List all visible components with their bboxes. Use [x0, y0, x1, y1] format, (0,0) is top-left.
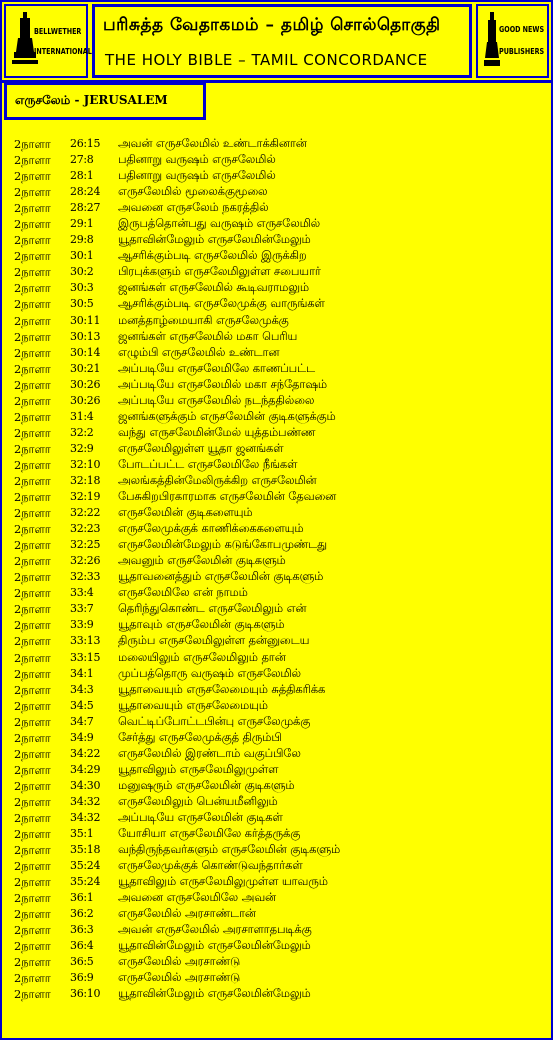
- entry-verse-text: இருபத்தொன்பது வருஷம் எருசலேமில்: [118, 217, 321, 231]
- concordance-entry: [14, 345, 544, 361]
- concordance-entry: [14, 666, 544, 682]
- concordance-entry: [14, 313, 544, 329]
- entry-book: 2நாளா: [14, 313, 51, 328]
- entry-reference: 32:23: [70, 522, 101, 536]
- entry-verse-text: எருசலேமின்மேலும் கடுங்கோபமுண்டது: [118, 538, 327, 552]
- entry-book: 2நாளா: [14, 217, 51, 232]
- entry-reference: 28:24: [70, 185, 101, 199]
- concordance-entry: [14, 970, 544, 986]
- entry-reference: 34:1: [70, 666, 94, 680]
- entry-book: 2நாளா: [14, 746, 51, 761]
- entry-reference: 28:1: [70, 169, 94, 183]
- entry-verse-text: யூதாவின்மேலும் எருசலேமின்மேலும்: [118, 939, 311, 953]
- entry-verse-text: அப்படியே எருசலேமின் குடிகள்: [118, 810, 283, 824]
- title-english: THE HOLY BIBLE – TAMIL CONCORDANCE: [105, 51, 428, 69]
- entry-verse-text: எருசலேமிலுள்ள யூதா ஜனங்கள்: [118, 441, 284, 455]
- entry-verse-text: அவனை எருசலேமிலே அவன்: [118, 891, 276, 905]
- entry-reference: 30:11: [70, 313, 101, 327]
- entry-reference: 34:30: [70, 778, 101, 792]
- entry-book: 2நாளா: [14, 393, 51, 408]
- entry-book: 2நாளா: [14, 538, 51, 553]
- concordance-entry: [14, 874, 544, 890]
- title-banner: [92, 4, 472, 78]
- entry-reference: 34:22: [70, 746, 101, 760]
- entry-verse-text: எருசலேமில் அரசாண்டு: [118, 971, 241, 985]
- entry-verse-text: பதினாறு வருஷம் எருசலேமில்: [118, 153, 276, 167]
- concordance-entry: [14, 842, 544, 858]
- entry-book: 2நாளா: [14, 875, 51, 890]
- concordance-entry: [14, 986, 544, 1002]
- concordance-entry: [14, 906, 544, 922]
- entry-reference: 34:29: [70, 762, 101, 776]
- bell-tower-icon: [12, 12, 38, 72]
- entry-reference: 30:21: [70, 361, 101, 375]
- entry-reference: 29:8: [70, 233, 94, 247]
- entry-book: 2நாளா: [14, 698, 51, 713]
- entry-verse-text: எருசலேமிலே என் நாமம்: [118, 586, 248, 600]
- entry-book: 2நாளா: [14, 827, 51, 842]
- entry-reference: 36:5: [70, 955, 94, 969]
- entry-verse-text: அப்படியே எருசலேமிலே காணப்பட்ட: [118, 361, 316, 375]
- concordance-entry: [14, 473, 544, 489]
- entry-reference: 32:2: [70, 425, 94, 439]
- concordance-entry: [14, 650, 544, 666]
- concordance-entry: [14, 778, 544, 794]
- entry-reference: 26:15: [70, 137, 101, 150]
- entry-reference: 35:18: [70, 843, 101, 857]
- entry-reference: 35:1: [70, 827, 94, 841]
- entry-verse-text: போடப்பட்ட எருசலேமிலே நீங்கள்: [118, 457, 298, 471]
- entry-book: 2நாளா: [14, 201, 51, 216]
- entry-reference: 36:1: [70, 891, 94, 905]
- concordance-entry: [14, 184, 544, 200]
- tower-icon: [484, 12, 500, 72]
- concordance-entry: [14, 377, 544, 393]
- entry-verse-text: யூதாவின்மேலும் எருசலேமின்மேலும்: [118, 233, 311, 247]
- entry-verse-text: பதினாறு வருஷம் எருசலேமில்: [118, 169, 276, 183]
- entry-verse-text: தெரிந்துகொண்ட எருசலேமிலும் என்: [118, 602, 307, 616]
- entry-book: 2நாளா: [14, 634, 51, 649]
- entry-reference: 36:10: [70, 987, 101, 1001]
- entry-verse-text: வந்து எருசலேமின்மேல் யுத்தம்பண்ண: [118, 425, 316, 439]
- concordance-entry: [14, 601, 544, 617]
- entry-verse-text: வந்திருந்தவர்களும் எருசலேமின் குடிகளும்: [118, 843, 341, 857]
- concordance-entry: [14, 441, 544, 457]
- entry-reference: 32:18: [70, 473, 101, 487]
- concordance-entry: [14, 280, 544, 296]
- entry-verse-text: எருசலேமுக்குக் கொண்டுவந்தார்கள்: [118, 859, 303, 873]
- entry-book: 2நாளா: [14, 506, 51, 521]
- entry-verse-text: மனுஷரும் எருசலேமின் குடிகளும்: [118, 778, 295, 792]
- entry-reference: 29:1: [70, 217, 94, 231]
- concordance-entry: [14, 232, 544, 248]
- concordance-entry: [14, 938, 544, 954]
- entry-reference: 35:24: [70, 859, 101, 873]
- concordance-entry: [14, 409, 544, 425]
- entry-verse-text: முப்பத்தொரு வருஷம் எருசலேமில்: [118, 666, 301, 680]
- entry-reference: 27:8: [70, 153, 94, 167]
- entry-book: 2நாளா: [14, 361, 51, 376]
- concordance-entry: [14, 200, 544, 216]
- concordance-entry: [14, 922, 544, 938]
- entry-reference: 32:22: [70, 506, 101, 520]
- concordance-entry: [14, 248, 544, 264]
- entry-book: 2நாளா: [14, 249, 51, 264]
- entry-book: 2நாளா: [14, 169, 51, 184]
- entry-reference: 35:24: [70, 875, 101, 889]
- concordance-entry: [14, 826, 544, 842]
- entry-verse-text: எருசலேமில் இரண்டாம் வகுப்பிலே: [118, 746, 301, 760]
- concordance-entry: [14, 329, 544, 345]
- entry-reference: 36:2: [70, 907, 94, 921]
- entry-verse-text: பிரபுக்களும் எருசலேமிலுள்ள சபையார்: [118, 265, 321, 279]
- entry-book: 2நாளா: [14, 185, 51, 200]
- entry-verse-text: ஆசரிக்கும்படி எருசலேமில் இருக்கிற: [118, 249, 307, 263]
- entry-book: 2நாளா: [14, 666, 51, 681]
- entry-book: 2நாளா: [14, 843, 51, 858]
- entry-book: 2நாளா: [14, 377, 51, 392]
- entry-reference: 36:3: [70, 923, 94, 937]
- concordance-list: [14, 136, 544, 1003]
- concordance-entry: [14, 682, 544, 698]
- entry-verse-text: மனத்தாழ்மையாகி எருசலேமுக்கு: [118, 313, 289, 327]
- concordance-entry: [14, 505, 544, 521]
- entry-book: 2நாளா: [14, 425, 51, 440]
- entry-verse-text: சேர்த்து எருசலேமுக்குத் திரும்பி: [118, 730, 282, 744]
- entry-reference: 30:14: [70, 345, 101, 359]
- entry-verse-text: யூதாவிலும் எருசலேமிலுமுள்ள யாவரும்: [118, 875, 328, 889]
- entry-verse-text: வெட்டிப்போட்டபின்பு எருசலேமுக்கு: [118, 714, 311, 728]
- entry-reference: 31:4: [70, 409, 94, 423]
- entry-verse-text: எருசலேமுக்குக் காணிக்கைகளையும்: [118, 522, 304, 536]
- headword-box: [4, 82, 206, 120]
- entry-verse-text: யோசியா எருசலேமிலே கர்த்தருக்கு: [118, 827, 301, 841]
- entry-reference: 32:19: [70, 490, 101, 504]
- entry-reference: 34:3: [70, 682, 94, 696]
- entry-verse-text: எருசலேமில் அரசாண்டு: [118, 955, 241, 969]
- logo-left-line1: BELLWETHER: [34, 27, 82, 36]
- entry-book: 2நாளா: [14, 153, 51, 168]
- entry-verse-text: ஜனங்களுக்கும் எருசலேமின் குடிகளுக்கும்: [118, 409, 336, 423]
- entry-book: 2நாளா: [14, 554, 51, 569]
- entry-reference: 32:9: [70, 441, 94, 455]
- entry-book: 2நாளா: [14, 923, 51, 938]
- concordance-entry: [14, 553, 544, 569]
- concordance-entry: [14, 152, 544, 168]
- entry-reference: 32:26: [70, 554, 101, 568]
- good-news-logo: [476, 4, 549, 78]
- entry-verse-text: அவன் எருசலேமில் அரசாளாதபடிக்கு: [118, 923, 312, 937]
- entry-reference: 30:26: [70, 393, 101, 407]
- entry-book: 2நாளா: [14, 955, 51, 970]
- title-tamil: பரிசுத்த வேதாகமம் – தமிழ் சொல்தொகுதி: [103, 15, 441, 35]
- entry-reference: 30:26: [70, 377, 101, 391]
- entry-book: 2நாளா: [14, 810, 51, 825]
- entry-book: 2நாளா: [14, 714, 51, 729]
- concordance-entry: [14, 746, 544, 762]
- entry-reference: 33:15: [70, 650, 101, 664]
- concordance-entry: [14, 537, 544, 553]
- entry-reference: 34:7: [70, 714, 94, 728]
- entry-book: 2நாளா: [14, 650, 51, 665]
- entry-book: 2நாளா: [14, 409, 51, 424]
- entry-verse-text: அவன் எருசலேமில் உண்டாக்கினான்: [118, 137, 307, 150]
- entry-reference: 30:2: [70, 265, 94, 279]
- entry-reference: 34:32: [70, 794, 101, 808]
- entry-book: 2நாளா: [14, 441, 51, 456]
- concordance-entry: [14, 585, 544, 601]
- entry-reference: 32:33: [70, 570, 101, 584]
- entry-reference: 34:32: [70, 810, 101, 824]
- concordance-entry: [14, 521, 544, 537]
- entry-reference: 33:9: [70, 618, 94, 632]
- entry-book: 2நாளா: [14, 682, 51, 697]
- entry-verse-text: அலங்கத்தின்மேலிருக்கிற எருசலேமின்: [118, 473, 317, 487]
- concordance-entry: [14, 457, 544, 473]
- concordance-entry: [14, 858, 544, 874]
- entry-verse-text: யூதாவையும் எருசலேமையும்: [118, 698, 268, 712]
- entry-book: 2நாளா: [14, 971, 51, 986]
- entry-book: 2நாளா: [14, 329, 51, 344]
- entry-book: 2நாளா: [14, 137, 51, 151]
- entry-verse-text: அப்படியே எருசலேமில் நடந்ததில்லை: [118, 393, 315, 407]
- entry-book: 2நாளா: [14, 891, 51, 906]
- entry-verse-text: யூதாவனைத்தும் எருசலேமின் குடிகளும்: [118, 570, 324, 584]
- entry-verse-text: ஜனங்கள் எருசலேமில் கூடிவராமலும்: [118, 281, 309, 295]
- entry-verse-text: அவனும் எருசலேமின் குடிகளும்: [118, 554, 286, 568]
- entry-reference: 33:13: [70, 634, 101, 648]
- entry-reference: 28:27: [70, 201, 101, 215]
- entry-reference: 33:7: [70, 602, 94, 616]
- concordance-entry: [14, 810, 544, 826]
- concordance-entry: [14, 136, 544, 152]
- entry-book: 2நாளா: [14, 602, 51, 617]
- concordance-entry: [14, 794, 544, 810]
- concordance-entry: [14, 633, 544, 649]
- entry-book: 2நாளா: [14, 522, 51, 537]
- concordance-page: [2, 2, 551, 1038]
- entry-book: 2நாளா: [14, 939, 51, 954]
- logo-right-line1: GOOD NEWS: [499, 25, 545, 34]
- entry-verse-text: எழும்பி எருசலேமில் உண்டான: [118, 345, 280, 359]
- entry-reference: 30:1: [70, 249, 94, 263]
- entry-verse-text: பேசுகிறபிரகாரமாக எருசலேமின் தேவனை: [118, 490, 337, 504]
- concordance-entry: [14, 393, 544, 409]
- entry-book: 2நாளா: [14, 794, 51, 809]
- logo-right-line2: PUBLISHERS: [499, 47, 545, 56]
- concordance-entry: [14, 489, 544, 505]
- concordance-entry: [14, 730, 544, 746]
- entry-book: 2நாளா: [14, 457, 51, 472]
- entry-book: 2நாளா: [14, 730, 51, 745]
- entry-reference: 34:9: [70, 730, 94, 744]
- concordance-entry: [14, 714, 544, 730]
- concordance-entry: [14, 168, 544, 184]
- entry-verse-text: ஜனங்கள் எருசலேமில் மகா பெரிய: [118, 329, 298, 343]
- entry-book: 2நாளா: [14, 473, 51, 488]
- concordance-entry: [14, 617, 544, 633]
- entry-book: 2நாளா: [14, 490, 51, 505]
- entry-book: 2நாளா: [14, 618, 51, 633]
- bellwether-logo: [4, 4, 92, 78]
- entry-verse-text: ஆசரிக்கும்படி எருசலேமுக்கு வாருங்கள்: [118, 297, 325, 311]
- entry-book: 2நாளா: [14, 570, 51, 585]
- headword: எருசலேம் - JERUSALEM: [15, 93, 168, 107]
- entry-reference: 32:10: [70, 457, 101, 471]
- logo-left-line2: INTERNATIONAL: [34, 47, 92, 56]
- concordance-entry: [14, 264, 544, 280]
- entry-reference: 33:4: [70, 586, 94, 600]
- entry-book: 2நாளா: [14, 297, 51, 312]
- concordance-entry: [14, 954, 544, 970]
- entry-book: 2நாளா: [14, 987, 51, 1002]
- entry-book: 2நாளா: [14, 233, 51, 248]
- entry-verse-text: எருசலேமிலும் பென்யமீனிலும்: [118, 794, 278, 808]
- concordance-entry: [14, 425, 544, 441]
- entry-verse-text: எருசலேமில் அரசாண்டான்: [118, 907, 256, 921]
- entry-book: 2நாளா: [14, 265, 51, 280]
- entry-verse-text: மலையிலும் எருசலேமிலும் தான்: [118, 650, 286, 664]
- entry-verse-text: எருசலேமில் மூலைக்குமூலை: [118, 185, 268, 199]
- concordance-entry: [14, 698, 544, 714]
- concordance-entry: [14, 569, 544, 585]
- entry-book: 2நாளா: [14, 859, 51, 874]
- entry-book: 2நாளா: [14, 778, 51, 793]
- entry-reference: 34:5: [70, 698, 94, 712]
- entry-book: 2நாளா: [14, 345, 51, 360]
- entry-reference: 36:9: [70, 971, 94, 985]
- concordance-entry: [14, 762, 544, 778]
- entry-verse-text: யூதாவிலும் எருசலேமிலுமுள்ள: [118, 762, 279, 776]
- entry-reference: 30:13: [70, 329, 101, 343]
- entry-book: 2நாளா: [14, 586, 51, 601]
- entry-book: 2நாளா: [14, 907, 51, 922]
- entry-reference: 32:25: [70, 538, 101, 552]
- entry-verse-text: யூதாவும் எருசலேமின் குடிகளும்: [118, 618, 285, 632]
- entry-reference: 30:5: [70, 297, 94, 311]
- entry-book: 2நாளா: [14, 281, 51, 296]
- concordance-entry: [14, 361, 544, 377]
- entry-reference: 36:4: [70, 939, 94, 953]
- entry-reference: 30:3: [70, 281, 94, 295]
- concordance-entry: [14, 216, 544, 232]
- entry-verse-text: யூதாவையும் எருசலேமையும் சுத்திகரிக்க: [118, 682, 326, 696]
- entry-book: 2நாளா: [14, 762, 51, 777]
- concordance-entry: [14, 890, 544, 906]
- entry-verse-text: அவனை எருசலேம் நகரத்தில்: [118, 201, 269, 215]
- entry-verse-text: எருசலேமின் குடிகளையும்: [118, 506, 253, 520]
- entry-verse-text: திரும்ப எருசலேமிலுள்ள தன்னுடைய: [118, 634, 310, 648]
- concordance-entry: [14, 296, 544, 312]
- entry-verse-text: யூதாவின்மேலும் எருசலேமின்மேலும்: [118, 987, 311, 1001]
- entry-verse-text: அப்படியே எருசலேமில் மகா சந்தோஷம்: [118, 377, 328, 391]
